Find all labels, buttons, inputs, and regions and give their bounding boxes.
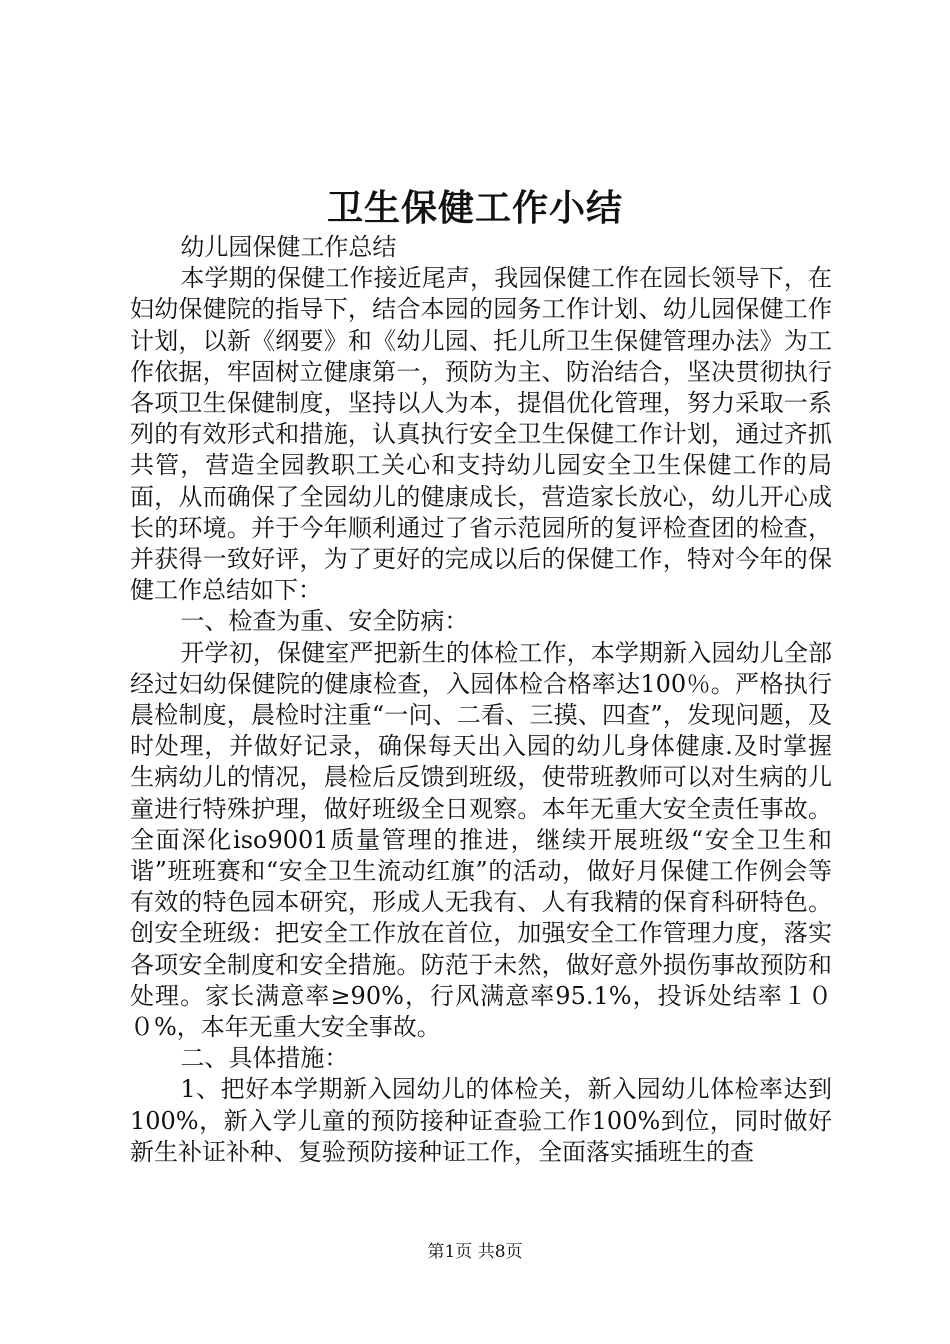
paragraph-intro: 本学期的保健工作接近尾声，我园保健工作在园长领导下，在妇幼保健院的指导下，结合本园的园务工作计划、幼儿园保健工作计划，以新《纲要》和《幼儿园、托儿所卫生保健管理办法》为工作依据，牢固树立健康第一，预防为主、防治结合，坚决贯彻执行各项卫生保健制度，坚持以人为本，提倡优化管理，努力采取一系列的有效形式和措施，认真执行安全卫生保健工作计划，通过齐抓共管，营造全园教职工关心和支持幼儿园安全卫生保健工作的局面，从而确保了全园幼儿的健康成长，营造家长放心，幼儿开心成长的环境。并于今年顺利通过了省示范园所的复评检查团的检查，并获得一致好评，为了更好的完成以后的保健工作，特对今年的保健工作总结如下： xyxy=(130,264,832,605)
section-heading-1: 一、检查为重、安全防病： xyxy=(180,607,469,636)
page-title: 卫生保健工作小结 xyxy=(326,187,623,229)
paragraph-section-1: 开学初，保健室严把新生的体检工作，本学期新入园幼儿全部经过妇幼保健院的健康检查，入园体检合格率达100％。严格执行晨检制度，晨检时注重“一问、二看、三摸、四查”，发现问题，及时处理，并做好记录，确保每天出入园的幼儿身体健康.及时掌握生病幼儿的情况，晨检后反馈到班级，使带班教师可以对生病的儿童进行特殊护理，做好班级全日观察。本年无重大安全责任事故。全面深化iso9001质量管理的推进，继续开展班级“安全卫生和谐”班班赛和“安全卫生流动红旗”的活动，做好月保健工作例会等有效的特色园本研究，形成人无我有、人有我精的保育科研特色。创安全班级：把安全工作放在首位，加强安全工作管理力度，落实各项安全制度和安全措施。防范于未然，做好意外损伤事故预防和处理。家长满意率≥90%，行风满意率95.1%，投诉处结率１００%，本年无重大安全事故。 xyxy=(130,638,832,1042)
document-subtitle: 幼儿园保健工作总结 xyxy=(180,233,397,261)
document-body xyxy=(130,232,832,1168)
page-footer: 第1页 共8页 xyxy=(427,1242,523,1262)
section-heading-2: 二、具体措施： xyxy=(180,1044,349,1073)
paragraph-measure-1: 1、把好本学期新入园幼儿的体检关，新入园幼儿体检率达到100%，新入学儿童的预防接种证查验工作100%到位，同时做好新生补证补种、复验预防接种证工作，全面落实插班生的查 xyxy=(130,1075,832,1166)
